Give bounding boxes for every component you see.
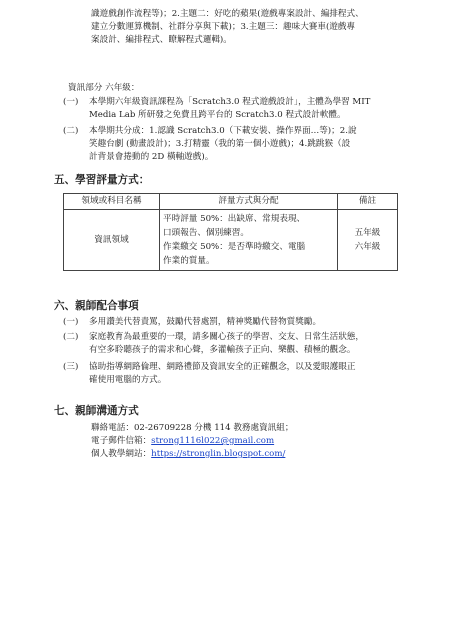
table-header-row [64,194,398,210]
method-line: 平時評量 50%：出缺席、常規表現、 [163,214,306,224]
grade-heading: 資訊部分 六年級： [68,83,140,93]
header-cell: 評量方式與分配 [160,194,338,210]
text-line: 家庭教育為最重要的一環，請多關心孩子的學習、交友、日常生活狀態， [89,332,365,342]
website-link[interactable]: https://stronglin.blogspot.com/ [151,448,286,459]
item-number: (一) [63,317,79,327]
table-row [64,210,398,271]
text-line: 識遊戲創作流程等)；2.主題二：好吃的蘋果(遊戲專案設計、編排程式、 [91,9,364,19]
header-cell: 領域或科目名稱 [64,194,160,210]
course-item-2 [63,125,452,164]
subject-cell: 資訊領域 [64,210,160,271]
text-line: Media Lab 所研發之免費且跨平台的 Scratch3.0 程式設計軟體。 [89,109,346,120]
item-number: (一) [63,97,79,107]
course-item-1 [63,96,452,122]
item-number: (三) [63,362,79,372]
method-line: 口頭報告、個別練習。 [163,228,249,238]
notes-cell [338,210,398,271]
topic-list-continuation [91,8,452,47]
method-line: 作業的質量。 [163,256,215,266]
cooperation-item-3 [63,361,452,387]
text-line: 確使用電腦的方式。 [89,374,167,385]
text-line: 建立分數運算機制、社群分享與下載)；3.主題三：趣味大賽車(遊戲專 [91,21,356,32]
method-line: 作業繳交 50%：是否準時繳交、電腦 [163,242,306,252]
contact-info [91,422,452,461]
note-line: 五年級 [354,228,381,238]
methods-cell [160,210,338,271]
email-line [91,435,452,448]
email-link[interactable]: strong1116l022@gmail.com [151,435,275,446]
text-line: 協助指導網路倫理、網路禮節及資訊安全的正確觀念，以及愛眼護眼正 [89,362,356,372]
evaluation-table [63,193,398,271]
text-line: 笑趣台劇 (動畫設計)；3.打精靈（我的第一個小遊戲)；4.跳跳猴（設 [89,138,351,149]
text-line: 案設計、編排程式、瞭解程式邏輯)。 [91,34,232,45]
phone-line: 聯絡電話：02-26709228 分機 114 教務處資訊組； [91,423,294,433]
item-number: (二) [63,126,79,136]
text-line: 有空多聆聽孩子的需求和心聲，多灌輸孩子正向、樂觀、積極的觀念。 [89,344,356,355]
section-5-heading: 五、學習評量方式： [54,174,150,186]
text-line: 計背景會捲動的 2D 橫軸遊戲)。 [89,151,214,162]
cooperation-item-1 [63,316,452,329]
section-6-heading: 六、親師配合事項 [54,300,139,312]
text-line: 本學期共分成：1.認識 Scratch3.0（下載安裝、操作界面…等)；2.說 [89,126,357,136]
cooperation-item-2 [63,331,452,357]
website-line [91,448,452,461]
note-line: 六年級 [354,242,381,252]
section-7-heading: 七、親師溝通方式 [54,405,139,417]
text-line: 本學期六年級資訊課程為「Scratch3.0 程式遊戲設計」，主體為學習 MIT [89,97,371,107]
item-number: (二) [63,332,79,342]
text-line: 多用讚美代替責罵，鼓勵代替處罰，精神獎勵代替物質獎勵。 [89,317,322,327]
website-label: 個人教學網站： [91,448,152,459]
email-label: 電子郵件信箱： [91,435,152,446]
header-cell: 備註 [338,194,398,210]
